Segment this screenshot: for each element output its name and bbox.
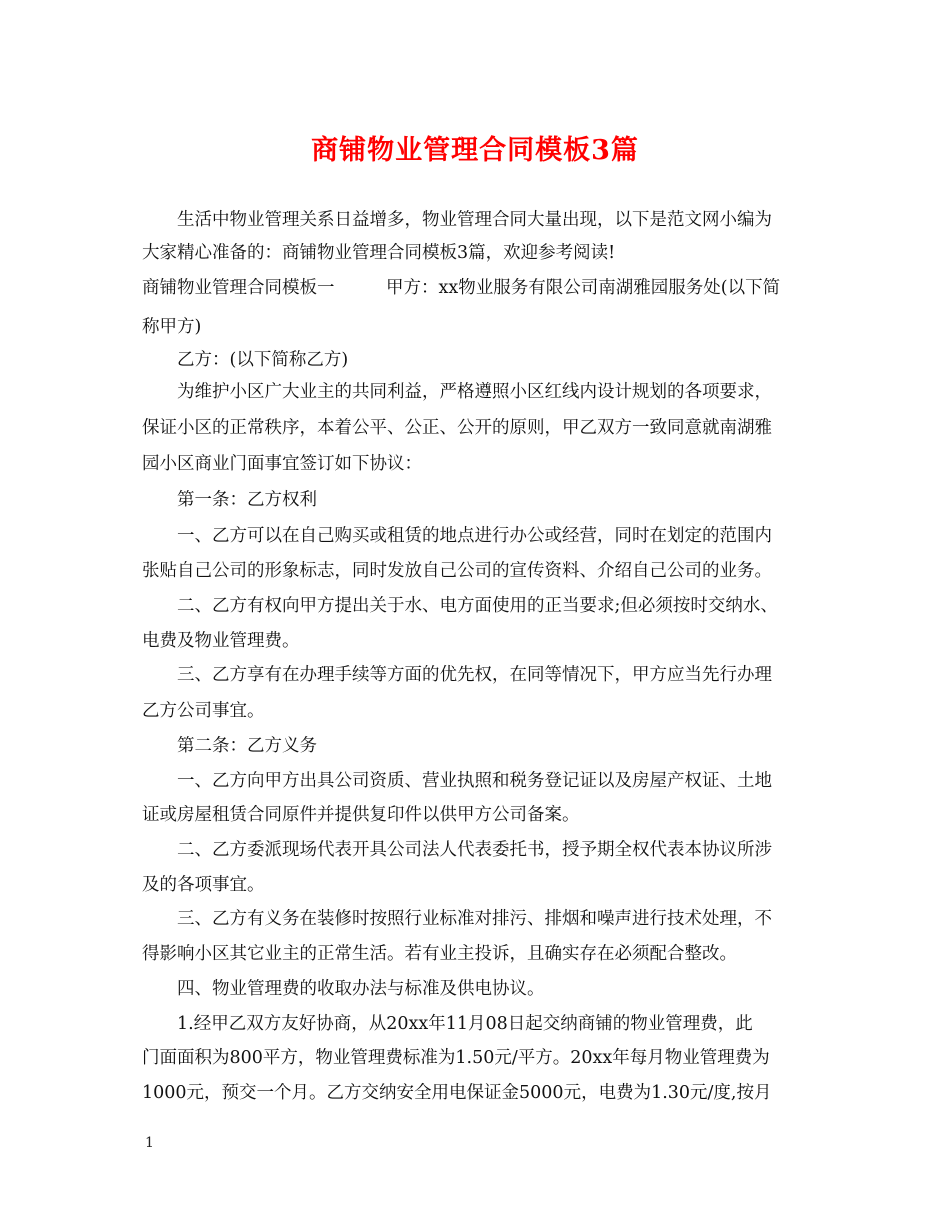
- page-number: 1: [145, 1135, 154, 1151]
- paragraph-line: 一、乙方可以在自己购买或租赁的地点进行办公或经营，同时在划定的范围内: [177, 526, 772, 546]
- paragraph-line: 为维护小区广大业主的共同利益，严格遵照小区红线内设计规划的各项要求，: [177, 382, 772, 402]
- paragraph-line: 称甲方): [142, 317, 202, 337]
- document-title: 商铺物业管理合同模板3篇: [311, 135, 639, 166]
- paragraph-line: 四、物业管理费的收取办法与标准及供电协议。: [177, 979, 545, 999]
- paragraph-line: 二、乙方有权向甲方提出关于水、电方面使用的正当要求;但必须按时交纳水、: [177, 596, 778, 616]
- paragraph-line: 一、乙方向甲方出具公司资质、营业执照和税务登记证以及房屋产权证、土地: [177, 771, 772, 791]
- paragraph-line: 二、乙方委派现场代表开具公司法人代表委托书，授予期全权代表本协议所涉: [177, 840, 772, 860]
- paragraph-line: 三、乙方享有在办理手续等方面的优先权，在同等情况下，甲方应当先行办理: [177, 665, 772, 685]
- section-heading-template-one: 商铺物业管理合同模板一: [142, 278, 335, 298]
- paragraph-line: 三、乙方有义务在装修时按照行业标准对排污、排烟和噪声进行技术处理，不: [177, 909, 772, 929]
- paragraph-line: 保证小区的正常秩序，本着公平、公正、公开的原则，甲乙双方一致同意就南湖雅: [142, 418, 772, 438]
- article-heading: 第一条：乙方权利: [177, 490, 317, 510]
- paragraph-line: 证或房屋租赁合同原件并提供复印件以供甲方公司备案。: [142, 805, 580, 825]
- party-b-label: 乙方：(以下简称乙方): [177, 350, 349, 370]
- paragraph-line: 电费及物业管理费。: [142, 631, 300, 651]
- paragraph-line: 园小区商业门面事宜签订如下协议：: [142, 454, 422, 474]
- paragraph-line: 得影响小区其它业主的正常生活。若有业主投诉，且确实存在必须配合整改。: [142, 944, 737, 964]
- paragraph-line: 大家精心准备的：商铺物业管理合同模板3篇，欢迎参考阅读!: [142, 243, 616, 263]
- party-a-label: 甲方：xx物业服务有限公司南湖雅园服务处(以下简: [386, 278, 781, 298]
- article-heading: 第二条：乙方义务: [177, 736, 317, 756]
- paragraph-line: 及的各项事宜。: [142, 875, 265, 895]
- paragraph-line: 乙方公司事宜。: [142, 701, 265, 721]
- paragraph-line: 1.经甲乙双方友好协商，从20xx年11月08日起交纳商铺的物业管理费，此: [177, 1014, 753, 1034]
- paragraph-line: 1000元，预交一个月。乙方交纳安全用电保证金5000元，电费为1.30元/度,按月: [142, 1083, 772, 1103]
- paragraph-line: 门面面积为800平方，物业管理费标准为1.50元/平方。20xx年每月物业管理费为: [142, 1048, 770, 1068]
- paragraph-line: 张贴自己公司的形象标志，同时发放自己公司的宣传资料、介绍自己公司的业务。: [142, 561, 772, 581]
- paragraph-line: 生活中物业管理关系日益增多，物业管理合同大量出现，以下是范文网小编为: [177, 210, 772, 230]
